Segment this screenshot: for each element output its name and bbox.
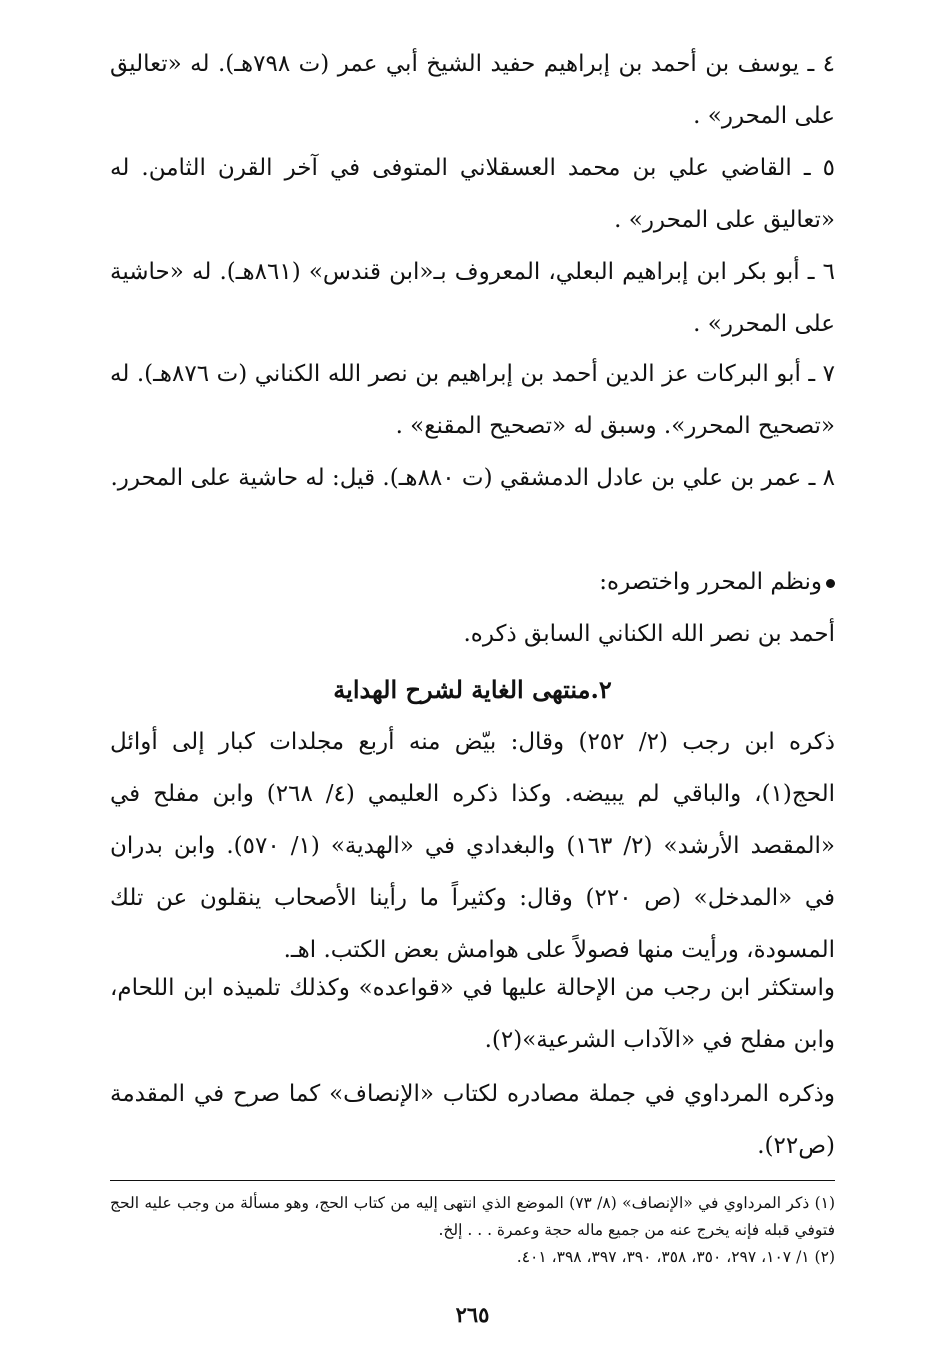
entry-4 — [110, 38, 835, 142]
footnote-divider — [110, 1180, 835, 1181]
footnote-2: (٢) ١/ ١٠٧، ٢٩٧، ٣٥٠، ٣٥٨، ٣٩٠، ٣٩٧، ٣٩٨، ٤٠١. — [516, 1248, 835, 1266]
entry-text: ـ أبو البركات عز الدين أحمد بن إبراهيم بن نصر الله الكناني (ت ٨٧٦هـ). له «تصحيح المحرر». وسبق له «تصحيح المقنع» . — [110, 361, 835, 439]
entry-number: ٥ — [822, 155, 835, 181]
entry-text: ـ القاضي علي بن محمد العسقلاني المتوفى في آخر القرن الثامن. له «تعاليق على المحرر» . — [110, 155, 835, 233]
entry-number: ٤ — [822, 51, 836, 77]
entry-8 — [110, 452, 835, 504]
entry-number: ٧ — [822, 361, 836, 387]
bullet-icon — [826, 579, 835, 588]
nazm-text: أحمد بن نصر الله الكناني السابق ذكره. — [463, 621, 835, 647]
entry-7 — [110, 348, 835, 452]
entry-6 — [110, 246, 835, 350]
nazm-label: ونظم المحرر واختصره: — [110, 556, 835, 608]
page-number: ٢٦٥ — [455, 1302, 490, 1327]
entry-text: ـ عمر بن علي بن عادل الدمشقي (ت ٨٨٠هـ). قيل: له حاشية على المحرر. — [110, 465, 816, 491]
footnote-1: (١) ذكر المرداوي في «الإنصاف» (٨/ ٧٣) الموضع الذي انتهى إليه من كتاب الحج، وهو مسألة من وجب عليه الحج فتوفي قبله فإنه يخرج عنه من جميع ماله حجة وعمرة . . . إلخ. — [110, 1194, 836, 1239]
section-heading: ٢.منتهى الغاية لشرح الهداية — [333, 675, 612, 704]
section-paragraph-1: ذكره ابن رجب (٢/ ٢٥٢) وقال: بيّض منه أربع مجلدات كبار إلى أوائل الحج(١)، والباقي لم يبيضه. وكذا ذكره العليمي (٤/ ٢٦٨) وابن مفلح في «المقصد الأرشد» (٢/ ١٦٣) والبغدادي في «الهدية» (١/ ٥٧٠). وابن بدران في «المدخل» (ص ٢٢٠) وقال: وكثيراً ما رأينا الأصحاب ينقلون عن تلك المسودة، ورأيت منها فصولاً على هوامش بعض الكتب. اهـ. — [110, 729, 836, 963]
section-paragraph-3: وذكره المرداوي في جملة مصادره لكتاب «الإنصاف» كما صرح في المقدمة (ص٢٢). — [110, 1081, 835, 1159]
section-paragraph-2: واستكثر ابن رجب من الإحالة عليها في «قواعده» وكذلك تلميذه ابن اللحام، وابن مفلح في «الآداب الشرعية»(٢). — [110, 975, 835, 1053]
entry-number: ٨ — [822, 465, 835, 491]
entry-5 — [110, 142, 835, 246]
entry-number: ٦ — [822, 259, 836, 285]
entry-text: ـ يوسف بن أحمد بن إبراهيم حفيد الشيخ أبي عمر (ت ٧٩٨هـ). له «تعاليق على المحرر» . — [110, 51, 835, 129]
entry-text: ـ أبو بكر ابن إبراهيم البعلي، المعروف بـ«ابن قندس» (٨٦١هـ). له «حاشية على المحرر» . — [110, 259, 835, 337]
